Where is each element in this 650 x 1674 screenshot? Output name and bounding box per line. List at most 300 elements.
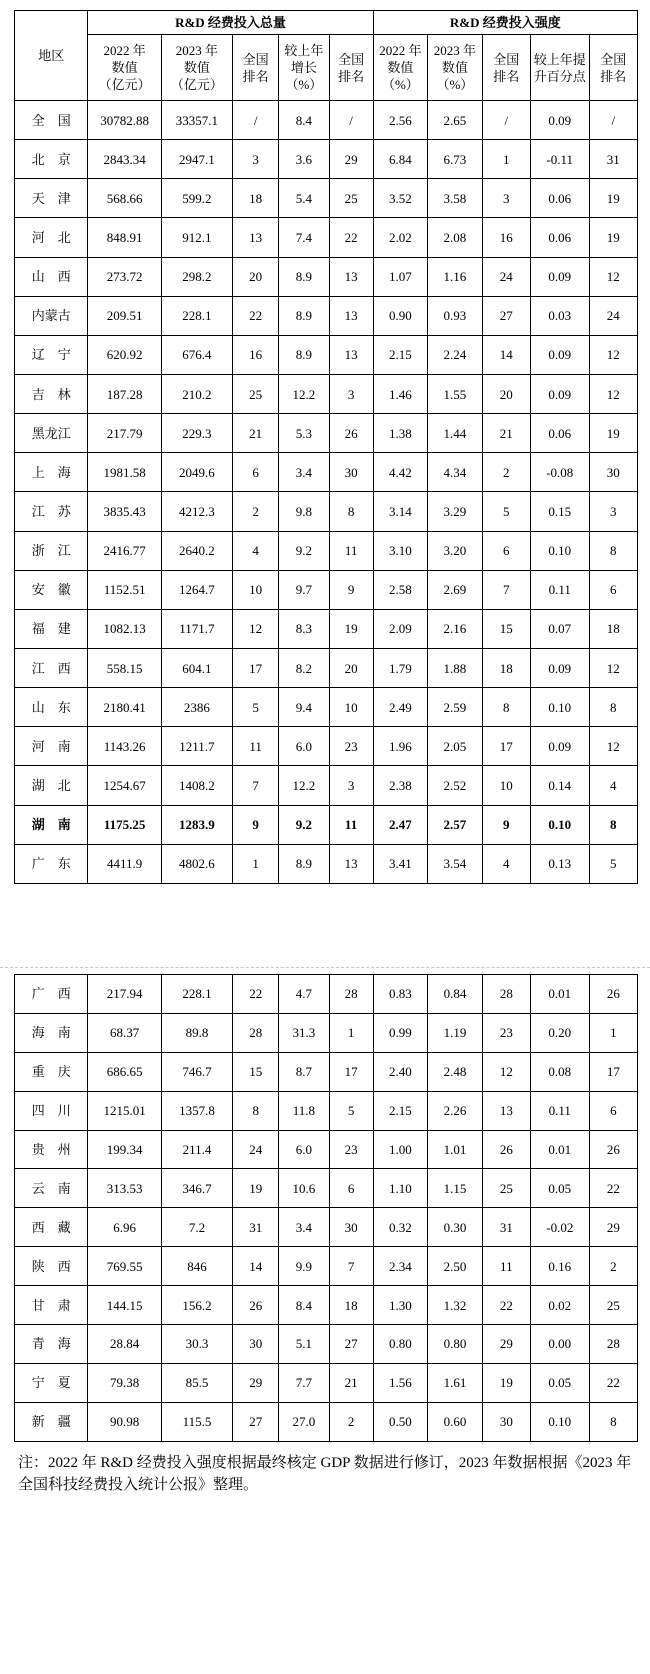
value-cell: 0.09	[530, 335, 589, 374]
value-cell: 3.20	[428, 531, 483, 570]
table-row	[15, 805, 638, 844]
value-cell: 1.96	[373, 727, 428, 766]
header-group-intensity: R&D 经费投入强度	[373, 11, 637, 35]
rd-table-bottom	[14, 974, 638, 1442]
value-cell: 8.9	[279, 296, 329, 335]
value-cell: 18	[589, 609, 637, 648]
value-cell: 604.1	[161, 648, 232, 687]
value-cell: -0.02	[530, 1208, 589, 1247]
value-cell: 0.02	[530, 1286, 589, 1325]
value-cell: 5.1	[279, 1325, 329, 1364]
value-cell: 0.09	[530, 648, 589, 687]
value-cell: 22	[233, 975, 279, 1014]
value-cell: 1.38	[373, 414, 428, 453]
value-cell: 2.09	[373, 609, 428, 648]
value-cell: 228.1	[161, 975, 232, 1014]
table-row	[15, 1091, 638, 1130]
value-cell: 13	[329, 257, 373, 296]
value-cell: 1	[589, 1013, 637, 1052]
value-cell: 19	[589, 218, 637, 257]
value-cell: 22	[233, 296, 279, 335]
value-cell: 3.4	[279, 1208, 329, 1247]
region-cell: 辽 宁	[15, 335, 88, 374]
value-cell: 5	[482, 492, 530, 531]
value-cell: 0.11	[530, 1091, 589, 1130]
value-cell: 30	[329, 1208, 373, 1247]
value-cell: 2.15	[373, 335, 428, 374]
value-cell: 10	[482, 766, 530, 805]
value-cell: 7.7	[279, 1363, 329, 1402]
value-cell: 6.0	[279, 1130, 329, 1169]
value-cell: 6	[589, 570, 637, 609]
value-cell: /	[589, 101, 637, 140]
region-cell: 广 西	[15, 975, 88, 1014]
value-cell: 217.79	[88, 414, 161, 453]
header-col-1: 2023 年 数值 （亿元）	[161, 35, 232, 101]
value-cell: 298.2	[161, 257, 232, 296]
value-cell: 15	[482, 609, 530, 648]
value-cell: 10.6	[279, 1169, 329, 1208]
value-cell: 0.11	[530, 570, 589, 609]
value-cell: 0.83	[373, 975, 428, 1014]
table-row	[15, 414, 638, 453]
value-cell: 12	[482, 1052, 530, 1091]
value-cell: 31	[482, 1208, 530, 1247]
value-cell: 2.24	[428, 335, 483, 374]
value-cell: 12	[589, 648, 637, 687]
table-row	[15, 648, 638, 687]
value-cell: 2.05	[428, 727, 483, 766]
value-cell: 89.8	[161, 1013, 232, 1052]
value-cell: 21	[233, 414, 279, 453]
value-cell: 676.4	[161, 335, 232, 374]
value-cell: 19	[233, 1169, 279, 1208]
value-cell: 210.2	[161, 374, 232, 413]
value-cell: 1211.7	[161, 727, 232, 766]
value-cell: 1143.26	[88, 727, 161, 766]
value-cell: 746.7	[161, 1052, 232, 1091]
value-cell: 2.57	[428, 805, 483, 844]
value-cell: -0.11	[530, 140, 589, 179]
value-cell: 7.2	[161, 1208, 232, 1247]
value-cell: 156.2	[161, 1286, 232, 1325]
value-cell: 4411.9	[88, 844, 161, 883]
value-cell: 0.10	[530, 1402, 589, 1441]
value-cell: 217.94	[88, 975, 161, 1014]
value-cell: 26	[329, 414, 373, 453]
value-cell: 19	[482, 1363, 530, 1402]
value-cell: 0.01	[530, 975, 589, 1014]
value-cell: 28.84	[88, 1325, 161, 1364]
value-cell: 273.72	[88, 257, 161, 296]
value-cell: 7	[329, 1247, 373, 1286]
value-cell: 28	[482, 975, 530, 1014]
value-cell: 2.50	[428, 1247, 483, 1286]
value-cell: 1175.25	[88, 805, 161, 844]
value-cell: 0.10	[530, 805, 589, 844]
value-cell: 20	[329, 648, 373, 687]
value-cell: 29	[589, 1208, 637, 1247]
table-row	[15, 570, 638, 609]
table-row	[15, 531, 638, 570]
value-cell: 0.09	[530, 257, 589, 296]
value-cell: 33357.1	[161, 101, 232, 140]
table-row	[15, 1402, 638, 1441]
header-col-7: 全国 排名	[482, 35, 530, 101]
value-cell: 209.51	[88, 296, 161, 335]
value-cell: 0.09	[530, 101, 589, 140]
value-cell: 30	[329, 453, 373, 492]
value-cell: 6	[589, 1091, 637, 1130]
value-cell: 599.2	[161, 179, 232, 218]
footnote: 注：2022 年 R&D 经费投入强度根据最终核定 GDP 数据进行修订，2023 年数据根据《2023 年全国科技经费投入统计公报》整理。	[18, 1455, 632, 1493]
value-cell: 28	[589, 1325, 637, 1364]
value-cell: 1408.2	[161, 766, 232, 805]
table-row	[15, 766, 638, 805]
value-cell: 2.58	[373, 570, 428, 609]
value-cell: 0.50	[373, 1402, 428, 1441]
value-cell: 5.4	[279, 179, 329, 218]
region-cell: 吉 林	[15, 374, 88, 413]
value-cell: 24	[233, 1130, 279, 1169]
table-row	[15, 453, 638, 492]
value-cell: 3	[329, 766, 373, 805]
region-cell: 湖 北	[15, 766, 88, 805]
region-cell: 重 庆	[15, 1052, 88, 1091]
value-cell: 28	[329, 975, 373, 1014]
table-row	[15, 1208, 638, 1247]
value-cell: 11	[482, 1247, 530, 1286]
region-cell: 全 国	[15, 101, 88, 140]
rd-table-top	[14, 10, 638, 884]
value-cell: 10	[329, 688, 373, 727]
value-cell: 27.0	[279, 1402, 329, 1441]
value-cell: 31	[589, 140, 637, 179]
value-cell: 3	[329, 374, 373, 413]
value-cell: 1.07	[373, 257, 428, 296]
value-cell: 9	[233, 805, 279, 844]
page-break-line	[0, 967, 650, 969]
region-cell: 青 海	[15, 1325, 88, 1364]
value-cell: 0.05	[530, 1363, 589, 1402]
value-cell: 0.99	[373, 1013, 428, 1052]
value-cell: 18	[233, 179, 279, 218]
value-cell: 9	[482, 805, 530, 844]
value-cell: 0.07	[530, 609, 589, 648]
value-cell: 2180.41	[88, 688, 161, 727]
value-cell: 7.4	[279, 218, 329, 257]
table-row	[15, 1013, 638, 1052]
value-cell: /	[329, 101, 373, 140]
value-cell: 31.3	[279, 1013, 329, 1052]
value-cell: 27	[482, 296, 530, 335]
value-cell: 3.4	[279, 453, 329, 492]
value-cell: 5	[233, 688, 279, 727]
table-row	[15, 975, 638, 1014]
value-cell: 115.5	[161, 1402, 232, 1441]
value-cell: 211.4	[161, 1130, 232, 1169]
value-cell: 17	[589, 1052, 637, 1091]
value-cell: 187.28	[88, 374, 161, 413]
value-cell: 8	[589, 1402, 637, 1441]
value-cell: 4	[589, 766, 637, 805]
value-cell: 1	[233, 844, 279, 883]
value-cell: 8.4	[279, 101, 329, 140]
table-row	[15, 688, 638, 727]
value-cell: 12	[589, 374, 637, 413]
value-cell: 1215.01	[88, 1091, 161, 1130]
region-cell: 甘 肃	[15, 1286, 88, 1325]
value-cell: 2.40	[373, 1052, 428, 1091]
region-cell: 河 北	[15, 218, 88, 257]
value-cell: 11.8	[279, 1091, 329, 1130]
value-cell: 2843.34	[88, 140, 161, 179]
region-cell: 浙 江	[15, 531, 88, 570]
table-row	[15, 844, 638, 883]
value-cell: 20	[482, 374, 530, 413]
value-cell: 4802.6	[161, 844, 232, 883]
value-cell: 2947.1	[161, 140, 232, 179]
table-row	[15, 1363, 638, 1402]
value-cell: 3.52	[373, 179, 428, 218]
value-cell: 30782.88	[88, 101, 161, 140]
value-cell: 8.4	[279, 1286, 329, 1325]
region-cell: 北 京	[15, 140, 88, 179]
value-cell: 846	[161, 1247, 232, 1286]
value-cell: 0.06	[530, 179, 589, 218]
value-cell: 4	[233, 531, 279, 570]
value-cell: 1	[482, 140, 530, 179]
value-cell: 3835.43	[88, 492, 161, 531]
value-cell: 4.42	[373, 453, 428, 492]
value-cell: 2.26	[428, 1091, 483, 1130]
value-cell: 6	[329, 1169, 373, 1208]
value-cell: 8	[233, 1091, 279, 1130]
header-col-5: 2022 年 数值 （%）	[373, 35, 428, 101]
value-cell: 25	[233, 374, 279, 413]
region-cell: 江 西	[15, 648, 88, 687]
value-cell: 8.9	[279, 844, 329, 883]
value-cell: 1.19	[428, 1013, 483, 1052]
value-cell: 3	[233, 140, 279, 179]
value-cell: 2640.2	[161, 531, 232, 570]
value-cell: 6.0	[279, 727, 329, 766]
value-cell: 8	[589, 688, 637, 727]
value-cell: 0.13	[530, 844, 589, 883]
region-cell: 广 东	[15, 844, 88, 883]
value-cell: 10	[233, 570, 279, 609]
value-cell: 0.06	[530, 414, 589, 453]
header-col-9: 全国 排名	[589, 35, 637, 101]
value-cell: 29	[482, 1325, 530, 1364]
header-col-3: 较上年 增长 （%）	[279, 35, 329, 101]
value-cell: 0.15	[530, 492, 589, 531]
value-cell: 0.03	[530, 296, 589, 335]
value-cell: 1.01	[428, 1130, 483, 1169]
value-cell: 8.7	[279, 1052, 329, 1091]
value-cell: 0.90	[373, 296, 428, 335]
value-cell: 27	[233, 1402, 279, 1441]
value-cell: 24	[589, 296, 637, 335]
value-cell: 3.54	[428, 844, 483, 883]
value-cell: 16	[233, 335, 279, 374]
value-cell: 12.2	[279, 374, 329, 413]
value-cell: 1.30	[373, 1286, 428, 1325]
value-cell: 313.53	[88, 1169, 161, 1208]
value-cell: 2	[233, 492, 279, 531]
value-cell: 6.73	[428, 140, 483, 179]
value-cell: 769.55	[88, 1247, 161, 1286]
region-cell: 贵 州	[15, 1130, 88, 1169]
value-cell: 2.49	[373, 688, 428, 727]
value-cell: 13	[329, 335, 373, 374]
value-cell: 1.10	[373, 1169, 428, 1208]
value-cell: 2.15	[373, 1091, 428, 1130]
region-cell: 陕 西	[15, 1247, 88, 1286]
value-cell: 1171.7	[161, 609, 232, 648]
value-cell: 0.10	[530, 688, 589, 727]
value-cell: 2.56	[373, 101, 428, 140]
value-cell: 2416.77	[88, 531, 161, 570]
value-cell: 23	[482, 1013, 530, 1052]
value-cell: 0.05	[530, 1169, 589, 1208]
value-cell: 1152.51	[88, 570, 161, 609]
value-cell: 5.3	[279, 414, 329, 453]
table-row	[15, 257, 638, 296]
value-cell: 17	[329, 1052, 373, 1091]
value-cell: 4.34	[428, 453, 483, 492]
value-cell: 25	[589, 1286, 637, 1325]
value-cell: 6.96	[88, 1208, 161, 1247]
region-cell: 四 川	[15, 1091, 88, 1130]
value-cell: 26	[233, 1286, 279, 1325]
value-cell: 2	[589, 1247, 637, 1286]
value-cell: 25	[329, 179, 373, 218]
value-cell: 1283.9	[161, 805, 232, 844]
header-col-0: 2022 年 数值 （亿元）	[88, 35, 161, 101]
value-cell: 6	[482, 531, 530, 570]
region-cell: 内蒙古	[15, 296, 88, 335]
region-cell: 上 海	[15, 453, 88, 492]
region-cell: 天 津	[15, 179, 88, 218]
value-cell: 2.47	[373, 805, 428, 844]
value-cell: 23	[329, 727, 373, 766]
value-cell: 0.84	[428, 975, 483, 1014]
value-cell: 17	[233, 648, 279, 687]
value-cell: 1.88	[428, 648, 483, 687]
value-cell: 9.4	[279, 688, 329, 727]
value-cell: 8	[589, 531, 637, 570]
table-row	[15, 1286, 638, 1325]
value-cell: 18	[482, 648, 530, 687]
value-cell: 1.16	[428, 257, 483, 296]
value-cell: 26	[589, 975, 637, 1014]
value-cell: 0.01	[530, 1130, 589, 1169]
value-cell: 30.3	[161, 1325, 232, 1364]
header-group-total: R&D 经费投入总量	[88, 11, 373, 35]
region-cell: 云 南	[15, 1169, 88, 1208]
table-row	[15, 101, 638, 140]
value-cell: 19	[329, 609, 373, 648]
value-cell: 0.32	[373, 1208, 428, 1247]
table-row	[15, 374, 638, 413]
value-cell: 13	[233, 218, 279, 257]
value-cell: 25	[482, 1169, 530, 1208]
value-cell: 0.80	[428, 1325, 483, 1364]
region-cell: 江 苏	[15, 492, 88, 531]
value-cell: 2.08	[428, 218, 483, 257]
table-row	[15, 727, 638, 766]
value-cell: 2.48	[428, 1052, 483, 1091]
value-cell: 28	[233, 1013, 279, 1052]
value-cell: 2	[482, 453, 530, 492]
value-cell: 568.66	[88, 179, 161, 218]
value-cell: 29	[233, 1363, 279, 1402]
value-cell: 21	[329, 1363, 373, 1402]
value-cell: 0.93	[428, 296, 483, 335]
value-cell: 12.2	[279, 766, 329, 805]
value-cell: 2.34	[373, 1247, 428, 1286]
value-cell: 11	[329, 805, 373, 844]
value-cell: 15	[233, 1052, 279, 1091]
region-cell: 安 徽	[15, 570, 88, 609]
value-cell: 12	[589, 727, 637, 766]
value-cell: 8	[329, 492, 373, 531]
value-cell: 30	[589, 453, 637, 492]
value-cell: 4212.3	[161, 492, 232, 531]
table-row	[15, 1325, 638, 1364]
value-cell: 68.37	[88, 1013, 161, 1052]
region-cell: 山 东	[15, 688, 88, 727]
value-cell: 31	[233, 1208, 279, 1247]
value-cell: 686.65	[88, 1052, 161, 1091]
value-cell: 0.08	[530, 1052, 589, 1091]
value-cell: 6	[233, 453, 279, 492]
value-cell: 85.5	[161, 1363, 232, 1402]
region-cell: 西 藏	[15, 1208, 88, 1247]
value-cell: 9.7	[279, 570, 329, 609]
table-row	[15, 140, 638, 179]
value-cell: -0.08	[530, 453, 589, 492]
header-col-6: 2023 年 数值 （%）	[428, 35, 483, 101]
value-cell: 8.9	[279, 257, 329, 296]
value-cell: 0.10	[530, 531, 589, 570]
value-cell: 199.34	[88, 1130, 161, 1169]
table-row	[15, 1052, 638, 1091]
value-cell: 19	[589, 179, 637, 218]
value-cell: 1.15	[428, 1169, 483, 1208]
header-row-groups	[15, 11, 638, 35]
value-cell: 1.79	[373, 648, 428, 687]
table-row	[15, 218, 638, 257]
value-cell: 12	[589, 257, 637, 296]
value-cell: 14	[482, 335, 530, 374]
value-cell: 144.15	[88, 1286, 161, 1325]
value-cell: 26	[589, 1130, 637, 1169]
value-cell: 18	[329, 1286, 373, 1325]
value-cell: 24	[482, 257, 530, 296]
value-cell: 3.41	[373, 844, 428, 883]
value-cell: 4.7	[279, 975, 329, 1014]
value-cell: 11	[329, 531, 373, 570]
region-cell: 山 西	[15, 257, 88, 296]
value-cell: 912.1	[161, 218, 232, 257]
table-row	[15, 492, 638, 531]
value-cell: 4	[482, 844, 530, 883]
value-cell: 26	[482, 1130, 530, 1169]
value-cell: 3.6	[279, 140, 329, 179]
value-cell: 13	[329, 844, 373, 883]
